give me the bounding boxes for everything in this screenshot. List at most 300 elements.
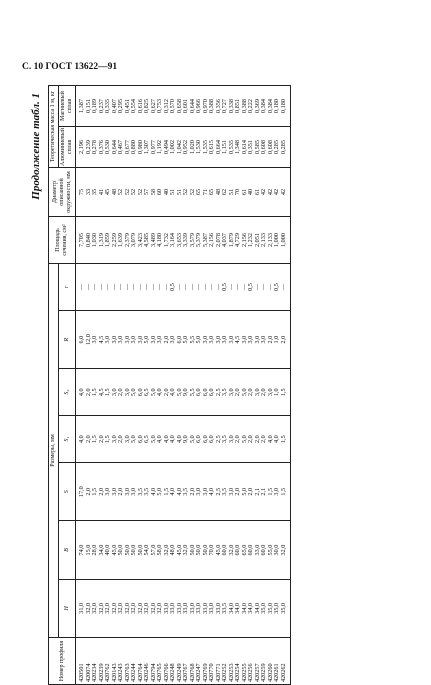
cell-area: 2,133 [261, 217, 268, 264]
cell-s1: 2,0 [248, 416, 255, 463]
col-header-s1: S₁ [59, 416, 76, 463]
cell-b: 45,0 [112, 521, 119, 579]
cell-h: 32,0 [125, 579, 132, 637]
cell-r: 12,0 [86, 310, 93, 368]
cell-b: 45,0 [177, 521, 184, 579]
cell-mg: 1,387 [76, 86, 86, 127]
cell-s1: 4,0 [177, 416, 184, 463]
cell-h: 32,0 [92, 579, 99, 637]
cell-r: — [151, 264, 158, 311]
cell-area: 3,164 [170, 217, 177, 264]
cell-s2: 3,0 [112, 369, 119, 416]
cell-s1: 2,0 [99, 416, 106, 463]
cell-al: 2,196 [76, 127, 86, 168]
cell-s2: 5,0 [242, 369, 249, 416]
cell-mg: 0,570 [170, 86, 177, 127]
cell-r: 3,0 [138, 310, 145, 368]
cell-r: 3,0 [151, 310, 158, 368]
cell-b: 50,0 [131, 521, 138, 579]
cell-mg: 0,970 [203, 86, 210, 127]
cell-al: 0,535 [229, 127, 236, 168]
cell-area: 1,232 [248, 217, 255, 264]
cell-s: 4,0 [177, 463, 184, 521]
cell-b: 48,0 [170, 521, 177, 579]
cell-s: 2,1 [255, 463, 262, 521]
cell-r: — [99, 264, 106, 311]
cell-r: 3,0 [92, 310, 99, 368]
cell-r: 3,0 [157, 310, 164, 368]
cell-al: 0,608 [268, 127, 275, 168]
cell-s2: 1,5 [281, 369, 291, 416]
cell-no: 420255 [242, 638, 249, 685]
cell-r: 3,0 [242, 310, 249, 368]
cell-h: 34,0 [248, 579, 255, 637]
col-header-alum: Алюминиевый сплав [59, 127, 76, 168]
cell-area: 2,156 [242, 217, 249, 264]
cell-d: 58 [151, 168, 158, 217]
cell-s: 3,5 [138, 463, 145, 521]
cell-r: — [157, 264, 164, 311]
cell-no: 420256 [248, 638, 255, 685]
cell-d: 75 [76, 168, 86, 217]
col-header-profile: Номер профиля [49, 638, 76, 685]
cell-r: 3,0 [118, 310, 125, 368]
col-header-r-big: R [59, 310, 76, 368]
cell-r: 3,0 [248, 310, 255, 368]
cell-r: — [229, 264, 236, 311]
cell-s: 2,0 [248, 463, 255, 521]
cell-s2: 2,0 [86, 369, 93, 416]
cell-area: 2,078 [216, 217, 223, 264]
cell-b: 60,0 [248, 521, 255, 579]
cell-no: 420249 [177, 638, 184, 685]
cell-mg: 0,295 [118, 86, 125, 127]
cell-mg: 0,388 [242, 86, 249, 127]
cell-s1: 2,0 [255, 416, 262, 463]
cell-s: 2,5 [216, 463, 223, 521]
col-header-mag: Магниевый сплав [59, 86, 76, 127]
rotated-table-area [30, 85, 390, 685]
cell-al: 0,615 [209, 127, 216, 168]
cell-no: 420239 [99, 638, 106, 685]
cell-r: — [164, 264, 171, 311]
cell-h: 34,0 [255, 579, 262, 637]
cell-r: 3,0 [222, 310, 229, 368]
cell-al: 0,677 [125, 127, 132, 168]
cell-mg: 0,180 [281, 86, 291, 127]
cell-r: — [268, 264, 275, 311]
cell-b: 50,0 [125, 521, 132, 579]
cell-s2: 9,0 [183, 369, 190, 416]
cell-s: 3,0 [196, 463, 203, 521]
cell-r: — [131, 264, 138, 311]
cell-s2: 5,5 [190, 369, 197, 416]
cell-area: 5,387 [203, 217, 210, 264]
cell-mg: 0,658 [177, 86, 184, 127]
cell-b: 33,0 [255, 521, 262, 579]
continuation-caption: Продолжение табл. 1 [30, 93, 42, 200]
cell-d: 41 [99, 168, 106, 217]
cell-mg: 0,727 [222, 86, 229, 127]
cell-b: 50,0 [190, 521, 197, 579]
cell-mg: 0,237 [99, 86, 106, 127]
cell-h: 32,0 [157, 579, 164, 637]
cell-h: 35,0 [261, 579, 268, 637]
cell-s: 3,0 [131, 463, 138, 521]
cell-no: 420764 [138, 638, 145, 685]
cell-s1: 5,0 [151, 416, 158, 463]
cell-d: 52 [138, 168, 145, 217]
cell-al: 1,002 [170, 127, 177, 168]
cell-no: 420234 [92, 638, 99, 685]
cell-area: 1,732 [164, 217, 171, 264]
col-header-area: Площадь сечения, см² [49, 217, 76, 264]
cell-no: 420766 [164, 638, 171, 685]
cell-r: 0,5 [222, 264, 229, 311]
cell-al: 0,952 [183, 127, 190, 168]
cell-r: — [144, 264, 151, 311]
cell-r: — [190, 264, 197, 311]
col-header-s: S [59, 463, 76, 521]
cell-d: 40 [164, 168, 171, 217]
cell-s2: 4,0 [157, 369, 164, 416]
cell-r: 4,5 [99, 310, 106, 368]
cell-h: 34,0 [242, 579, 249, 637]
cell-area: 2,133 [268, 217, 275, 264]
cell-s1: 6,0 [138, 416, 145, 463]
cell-mg: 0,356 [216, 86, 223, 127]
col-header-s2: S₂ [59, 369, 76, 416]
cell-s: 2,0 [190, 463, 197, 521]
cell-b: 15,0 [86, 521, 93, 579]
cell-h: 32,0 [151, 579, 158, 637]
cell-mg: 0,554 [131, 86, 138, 127]
cell-r: 3,0 [203, 310, 210, 368]
cell-al: 0,644 [112, 127, 119, 168]
cell-al: 0,494 [164, 127, 171, 168]
cell-r: — [86, 264, 93, 311]
cell-h: 32,0 [118, 579, 125, 637]
cell-s: 3,0 [274, 463, 281, 521]
cell-s1: 4,0 [170, 416, 177, 463]
cell-d: 61 [242, 168, 249, 217]
cell-r: — [235, 264, 242, 311]
cell-no: 420770 [209, 638, 216, 685]
cell-no: 420257 [255, 638, 262, 685]
cell-b: 70,0 [209, 521, 216, 579]
cell-h: 32,0 [105, 579, 112, 637]
cell-d: 52 [183, 168, 190, 217]
cell-r: — [92, 264, 99, 311]
cell-s2: 6,0 [203, 369, 210, 416]
cell-h: 32,0 [138, 579, 145, 637]
cell-s: 1,5 [92, 463, 99, 521]
cell-al: 0,285 [281, 127, 291, 168]
cell-area: 1,879 [229, 217, 236, 264]
cell-d: 60 [157, 168, 164, 217]
cell-s2: 6,0 [209, 369, 216, 416]
cell-h: 33,0 [177, 579, 184, 637]
cell-area: 4,037 [222, 217, 229, 264]
cell-h: 33,0 [164, 579, 171, 637]
cell-mg: 0,222 [248, 86, 255, 127]
cell-r: — [281, 264, 291, 311]
cell-h: 35,0 [281, 579, 291, 637]
cell-r: 1,0 [274, 310, 281, 368]
cell-al: 1,151 [222, 127, 229, 168]
cell-no: 420262 [281, 638, 291, 685]
cell-s: 1,5 [268, 463, 275, 521]
cell-h: 35,0 [268, 579, 275, 637]
cell-s: 17,0 [76, 463, 86, 521]
cell-no: 420767 [183, 638, 190, 685]
cell-r: 3,0 [261, 310, 268, 368]
cell-r: — [177, 264, 184, 311]
cell-no: 420259 [261, 638, 268, 685]
cell-area: 3,653 [177, 217, 184, 264]
cell-h: 33,5 [222, 579, 229, 637]
cell-d: 42 [281, 168, 291, 217]
cell-s1: 2,0 [235, 416, 242, 463]
cell-s2: 2,0 [235, 369, 242, 416]
cell-d: 57 [144, 168, 151, 217]
cell-s: 4,0 [151, 463, 158, 521]
cell-area: 1,859 [105, 217, 112, 264]
cell-r: 3,0 [105, 310, 112, 368]
cell-b: 32,0 [164, 521, 171, 579]
cell-b: 32,0 [183, 521, 190, 579]
cell-s2: 3,0 [229, 369, 236, 416]
cell-r: 3,0 [229, 310, 236, 368]
cell-no: 420762 [105, 638, 112, 685]
cell-b: 45,0 [216, 521, 223, 579]
cell-al: 0,664 [216, 127, 223, 168]
cell-s2: 4,5 [99, 369, 106, 416]
cell-mg: 0,627 [151, 86, 158, 127]
cell-h: 32,0 [86, 579, 93, 637]
col-header-b: B [59, 521, 76, 579]
cell-s: 3,0 [105, 463, 112, 521]
cell-s: 3,5 [144, 463, 151, 521]
cell-r: — [242, 264, 249, 311]
cell-r: — [196, 264, 203, 311]
cell-s: 2,0 [118, 463, 125, 521]
cell-s1: 4,0 [76, 416, 86, 463]
cell-r: 3,0 [255, 310, 262, 368]
cell-s1: 4,0 [164, 416, 171, 463]
cell-mg: 0,335 [105, 86, 112, 127]
cell-mg: 0,451 [125, 86, 132, 127]
cell-mg: 0,601 [183, 86, 190, 127]
cell-r: 3,0 [170, 310, 177, 368]
cell-mg: 0,180 [274, 86, 281, 127]
cell-b: 65,0 [242, 521, 249, 579]
cell-d: 65 [209, 168, 216, 217]
cell-d: 48 [112, 168, 119, 217]
cell-no: 420247 [196, 638, 203, 685]
cell-s1: 3,0 [229, 416, 236, 463]
cell-b: 57,0 [151, 521, 158, 579]
table-body [76, 86, 291, 685]
cell-s2: 1,0 [274, 369, 281, 416]
cell-no: 420143 [112, 638, 119, 685]
cell-r: — [255, 264, 262, 311]
cell-b: 34,0 [99, 521, 106, 579]
cell-no: 420248 [170, 638, 177, 685]
cell-s1: 5,0 [242, 416, 249, 463]
cell-area: 3,079 [131, 217, 138, 264]
cell-s1: 5,0 [190, 416, 197, 463]
page-header: С. 10 ГОСТ 13622—91 [22, 62, 118, 72]
cell-b: 50,0 [138, 521, 145, 579]
cell-r: — [261, 264, 268, 311]
cell-r: 0,5 [274, 264, 281, 311]
cell-mg: 0,407 [112, 86, 119, 127]
cell-d: 51 [177, 168, 184, 217]
col-header-diameter: Диаметр описанной окружности, мм [49, 168, 76, 217]
cell-b: 54,0 [144, 521, 151, 579]
cell-h: 32,0 [144, 579, 151, 637]
cell-s1: 5,0 [131, 416, 138, 463]
cell-b: 50,0 [203, 521, 210, 579]
cell-s: 3,0 [203, 463, 210, 521]
cell-s1: 4,0 [157, 416, 164, 463]
cell-s2: 4,0 [170, 369, 177, 416]
cell-area: 3,579 [190, 217, 197, 264]
cell-area: 3,423 [138, 217, 145, 264]
cell-s1: 3,0 [112, 416, 119, 463]
cell-b: 50,0 [196, 521, 203, 579]
cell-s: 4,0 [170, 463, 177, 521]
cell-b: 32,0 [281, 521, 291, 579]
cell-mg: 0,312 [164, 86, 171, 127]
cell-al: 0,608 [261, 127, 268, 168]
cell-d: 61 [255, 168, 262, 217]
cell-h: 32,0 [131, 579, 138, 637]
cell-s1: 4,0 [274, 416, 281, 463]
cell-al: 0,880 [131, 127, 138, 168]
cell-al: 0,239 [86, 127, 93, 168]
cell-d: 52 [131, 168, 138, 217]
cell-al: 1,530 [196, 127, 203, 168]
cell-h: 34,0 [235, 579, 242, 637]
cell-r: 5,0 [196, 310, 203, 368]
cell-no: 420771 [216, 638, 223, 685]
cell-mg: 0,384 [268, 86, 275, 127]
cell-s1: 2,0 [86, 416, 93, 463]
cell-s1: 2,5 [216, 416, 223, 463]
cell-area: 1,639 [118, 217, 125, 264]
cell-area: 3,489 [151, 217, 158, 264]
cell-mg: 0,384 [261, 86, 268, 127]
cell-al: 0,278 [92, 127, 99, 168]
cell-b: 60,0 [261, 521, 268, 579]
cell-r: — [76, 264, 86, 311]
col-header-r-small: r [59, 264, 76, 311]
cell-mg: 0,616 [138, 86, 145, 127]
cell-h: 33,0 [216, 579, 223, 637]
cell-h: 35,0 [274, 579, 281, 637]
cell-no: 420074 [86, 638, 93, 685]
cell-area: 0,840 [86, 217, 93, 264]
cell-area: 2,379 [125, 217, 132, 264]
cell-s2: 3,0 [125, 369, 132, 416]
cell-s1: 6,0 [203, 416, 210, 463]
cell-s2: 2,5 [216, 369, 223, 416]
cell-s: 3,0 [229, 463, 236, 521]
cell-no: 420260 [268, 638, 275, 685]
cell-s1: 2,0 [118, 416, 125, 463]
cell-area: 1,319 [99, 217, 106, 264]
cell-mg: 0,644 [190, 86, 197, 127]
cell-h: 34,0 [229, 579, 236, 637]
cell-h: 32,0 [112, 579, 119, 637]
cell-d: 40 [248, 168, 255, 217]
cell-s: 5,0 [157, 463, 164, 521]
cell-mg: 0,151 [86, 86, 93, 127]
cell-s: 4,0 [209, 463, 216, 521]
cell-area: 7,705 [76, 217, 86, 264]
cell-no: 420244 [131, 638, 138, 685]
cell-r: — [105, 264, 112, 311]
col-header-dims: Размеры, мм [49, 264, 59, 638]
cell-b: 60,0 [222, 521, 229, 579]
cell-s1: 1,5 [281, 416, 291, 463]
cell-r: — [138, 264, 145, 311]
cell-h: 33,0 [203, 579, 210, 637]
cell-r: 6,0 [76, 310, 86, 368]
cell-area: 4,180 [157, 217, 164, 264]
cell-s2: 3,0 [255, 369, 262, 416]
cell-h: 33,0 [170, 579, 177, 637]
cell-d: 48 [216, 168, 223, 217]
cell-d: 71 [203, 168, 210, 217]
cell-h: 33,0 [209, 579, 216, 637]
col-header-mass: Теоретическая масса 1 м, кг [49, 86, 59, 168]
cell-s1: 6,0 [196, 416, 203, 463]
cell-mg: 0,338 [229, 86, 236, 127]
cell-r: 6,0 [177, 310, 184, 368]
cell-s1: 3,0 [125, 416, 132, 463]
cell-d: 35 [92, 168, 99, 217]
cell-s: 3,0 [125, 463, 132, 521]
cell-r: — [125, 264, 132, 311]
table-row [76, 86, 86, 685]
cell-b: 55,0 [268, 521, 275, 579]
cell-no: 420768 [190, 638, 197, 685]
cell-al: 1,348 [235, 127, 242, 168]
cell-r: 0,5 [248, 264, 255, 311]
cell-b: 28,0 [92, 521, 99, 579]
cell-h: 31,0 [76, 579, 86, 637]
cell-mg: 0,753 [157, 86, 164, 127]
cell-area: 3,339 [183, 217, 190, 264]
cell-mg: 0,189 [92, 86, 99, 127]
cell-s: 3,5 [183, 463, 190, 521]
cell-s1: 4,0 [268, 416, 275, 463]
cell-s1: 6,0 [209, 416, 216, 463]
cell-no: 420763 [125, 638, 132, 685]
cell-r: 3,0 [131, 310, 138, 368]
cell-r: 0,5 [170, 264, 177, 311]
rotated-content [30, 85, 390, 685]
cell-no: 420765 [157, 638, 164, 685]
cell-no: 420769 [203, 638, 210, 685]
cell-al: 0,530 [105, 127, 112, 168]
cell-s2: 2,0 [118, 369, 125, 416]
cell-s: 5,0 [242, 463, 249, 521]
cell-area: 4,585 [144, 217, 151, 264]
